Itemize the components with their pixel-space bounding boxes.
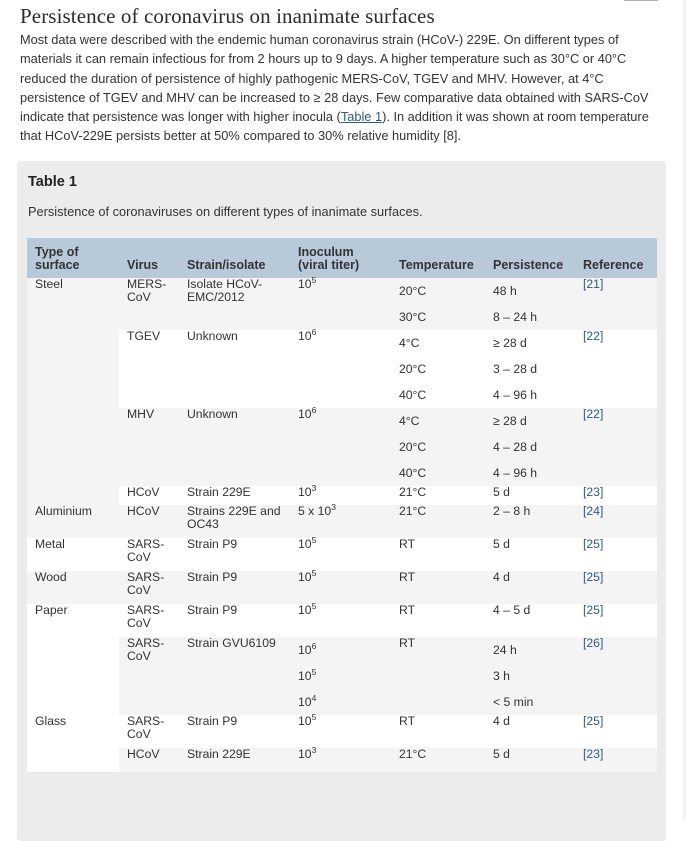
table-row: [27, 571, 657, 604]
temperature-cell: RT: [399, 603, 416, 617]
table-1-link[interactable]: Table 1: [340, 109, 383, 125]
surface-cell: Paper: [27, 604, 119, 715]
table-container: [17, 161, 666, 841]
virus-cell: HCoV: [127, 747, 160, 761]
inoculum-cell: $10^5$: [298, 711, 317, 728]
section-heading: Persistence of coronavirus on inanimate surfaces: [20, 4, 435, 28]
reference-cell: [575, 278, 657, 330]
reference-cell: [575, 486, 657, 505]
strain-cell: Strain 229E: [187, 485, 251, 499]
reference-link[interactable]: [25]: [583, 537, 604, 551]
temperature-cell: RT: [399, 636, 416, 650]
strain-cell: Strain P9: [187, 714, 238, 728]
persistence-cell: 4 – 5 d: [493, 603, 531, 617]
reference-link[interactable]: [23]: [583, 747, 604, 761]
strain-cell: Strain P9: [187, 570, 238, 584]
virus-cell: HCoV: [127, 485, 160, 499]
reference-cell: [575, 715, 657, 748]
inoculum-cell: $10^5$: [298, 534, 317, 551]
persistence-cell: 5 d: [493, 747, 510, 761]
temperature-cell: 4°C 20°C 40°C: [399, 336, 427, 402]
table-row: [27, 538, 657, 571]
header-persistence: Persistence: [485, 238, 575, 278]
virus-cell: SARS-CoV: [127, 636, 165, 663]
top-border: [0, 0, 686, 2]
table-row: [27, 330, 657, 408]
reference-link[interactable]: [24]: [583, 504, 604, 518]
strain-cell: Strain P9: [187, 603, 238, 617]
persistence-cell: 5 d: [493, 485, 510, 499]
temperature-cell: RT: [399, 570, 416, 584]
table-row: [27, 715, 657, 748]
inoculum-cell: $10^5$: [298, 600, 317, 617]
inoculum-cell: $10^6$: [298, 404, 317, 421]
header-inoculum: Inoculum (viral titer): [290, 238, 391, 278]
virus-cell: HCoV: [127, 504, 160, 518]
inoculum-cell: $10^3$: [298, 744, 317, 761]
strain-cell: Unknown: [187, 329, 238, 343]
table-title: Table 1: [28, 174, 77, 190]
persistence-cell: 4 d: [493, 570, 510, 584]
reference-link[interactable]: [22]: [583, 407, 604, 421]
temperature-cell: 4°C 20°C 40°C: [399, 414, 427, 480]
persistence-cell: 24 h 3 h < 5 min: [493, 643, 534, 709]
reference-link[interactable]: [25]: [583, 570, 604, 584]
table-row: [27, 505, 657, 538]
paragraph-text-start: Most data were described with the endemic human coronavirus strain (HCoV-) 229E. On different types of materials it can remain infectious for from 2 hours up to 9 days. A higher temperature such as 30°C or 40°C reduced the duration of persistence of highly pathogenic MERS-CoV, TGEV and MHV. However, at 4°C persistence of TGEV and MHV can be increased to ≥ 28 days. Few comparative data obtained with SARS-CoV indicate that persistence was longer with higher inocula (: [20, 32, 649, 125]
inoculum-cell: $10^6$ $10^5$ $10^4$: [298, 640, 317, 709]
persistence-cell: ≥ 28 d 4 – 28 d 4 – 96 h: [493, 414, 538, 480]
inoculum-cell: $10^3$: [298, 482, 317, 499]
temperature-cell: 21°C: [399, 504, 427, 518]
reference-link[interactable]: [25]: [583, 603, 604, 617]
surface-cell: Metal: [35, 537, 65, 551]
header-reference: Reference: [575, 238, 657, 278]
surface-cell: Glass: [27, 715, 119, 772]
virus-cell: SARS-CoV: [127, 603, 165, 630]
virus-cell: MERS-CoV: [127, 277, 167, 304]
reference-cell: [575, 505, 657, 538]
persistence-cell: 2 – 8 h: [493, 504, 531, 518]
reference-link[interactable]: [23]: [583, 485, 604, 499]
strain-cell: Isolate HCoV-EMC/2012: [187, 277, 263, 304]
temperature-cell: RT: [399, 537, 416, 551]
table-header-row: [27, 238, 657, 278]
table-row: [27, 604, 657, 637]
inoculum-cell: $10^5$: [298, 274, 317, 291]
surface-cell: Steel: [27, 278, 119, 505]
reference-cell: [575, 408, 657, 486]
strain-cell: Strain 229E: [187, 747, 251, 761]
strain-cell: Strain GVU6109: [187, 636, 276, 650]
table-row: [27, 486, 657, 505]
paragraph-text-end: ). In addition it was shown at room temperature that HCoV-229E persists better at 50% compared to 30% relative humidity [8].: [20, 109, 649, 144]
reference-cell: [575, 330, 657, 408]
table-row: [27, 637, 657, 715]
inoculum-cell: $10^5$: [298, 567, 317, 584]
virus-cell: SARS-CoV: [127, 537, 165, 564]
header-temperature: Temperature: [391, 238, 485, 278]
temperature-cell: 21°C: [399, 747, 427, 761]
temperature-cell: RT: [399, 714, 416, 728]
header-virus: Virus: [119, 238, 179, 278]
virus-cell: SARS-CoV: [127, 570, 165, 597]
reference-link[interactable]: [22]: [583, 329, 604, 343]
virus-cell: SARS-CoV: [127, 714, 165, 741]
reference-link[interactable]: [26]: [583, 636, 604, 650]
virus-cell: TGEV: [127, 329, 161, 343]
table-row: [27, 278, 657, 330]
body-paragraph: [20, 30, 672, 146]
reference-cell: [575, 571, 657, 604]
inoculum-cell: 5 x $10^3$: [298, 501, 336, 518]
table-row: [27, 748, 657, 772]
temperature-cell: 20°C 30°C: [399, 284, 427, 324]
temperature-cell: 21°C: [399, 485, 427, 499]
reference-cell: [575, 637, 657, 715]
surface-cell: Aluminium: [35, 504, 92, 518]
strain-cell: Strain P9: [187, 537, 238, 551]
persistence-cell: ≥ 28 d 3 – 28 d 4 – 96 h: [493, 336, 538, 402]
inoculum-cell: $10^6$: [298, 326, 317, 343]
persistence-cell: 4 d: [493, 714, 510, 728]
reference-cell: [575, 748, 657, 772]
persistence-cell: 48 h 8 – 24 h: [493, 284, 538, 324]
reference-link[interactable]: [25]: [583, 714, 604, 728]
strain-cell: Unknown: [187, 407, 238, 421]
persistence-table: [27, 238, 657, 772]
reference-cell: [575, 538, 657, 571]
header-surface: Type of surface: [27, 238, 119, 278]
table-caption: Persistence of coronaviruses on different types of inanimate surfaces.: [28, 204, 423, 219]
virus-cell: MHV: [127, 407, 155, 421]
table-row: [27, 408, 657, 486]
reference-cell: [575, 604, 657, 637]
strain-cell: Strains 229E and OC43: [187, 504, 281, 531]
header-strain: Strain/isolate: [179, 238, 290, 278]
surface-cell: Wood: [35, 570, 67, 584]
persistence-cell: 5 d: [493, 537, 510, 551]
reference-link[interactable]: [21]: [583, 277, 604, 291]
